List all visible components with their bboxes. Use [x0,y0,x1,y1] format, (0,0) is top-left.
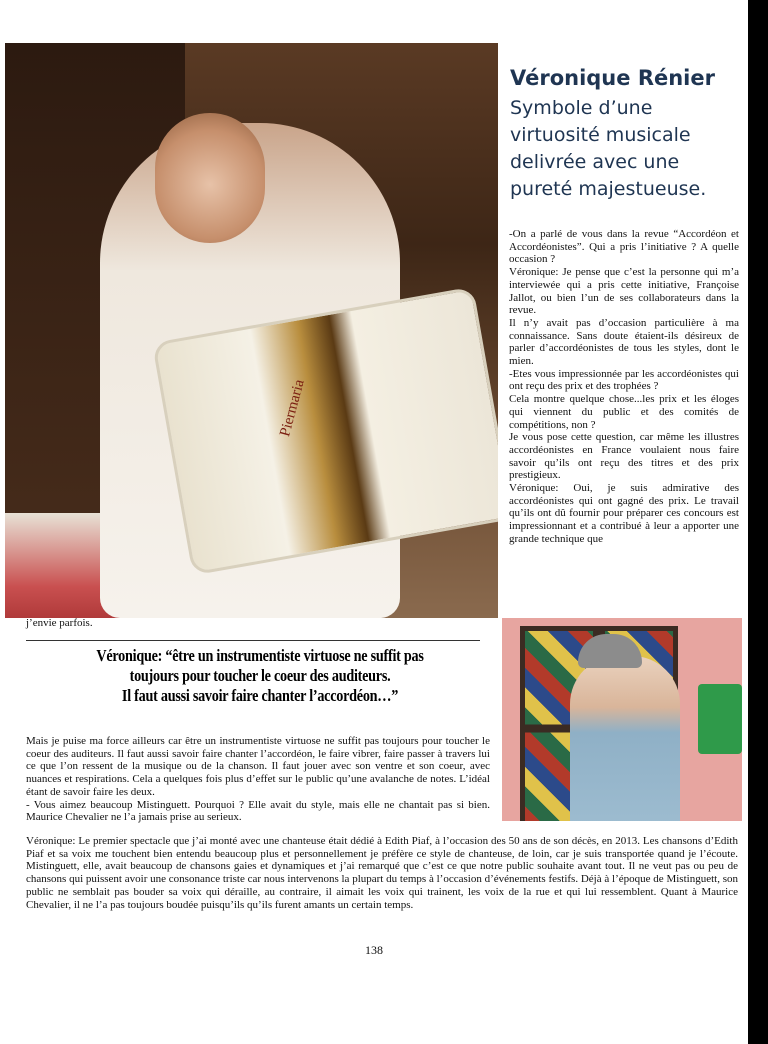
paragraph: Je vous pose cette question, car même les illustres accordéonistes en France voulaient nous faire savoir qu’ils ont reçu des titres et des prix prestigieux. [509,431,739,482]
photo-person-figure [570,656,680,821]
continuation-text: j’envie parfois. [26,617,93,629]
right-column-text [509,228,739,546]
pull-quote [62,646,458,706]
paragraph: - Vous aimez beaucoup Mistinguett. Pourquoi ? Elle avait du style, mais elle ne chantait pas si bien. Maurice Chevalier ne l’a jamais prise au serieux. [26,798,490,824]
photo-green-mailbox [698,684,742,754]
accordion-brand-text: Piermaria [277,377,308,439]
full-width-body-text [26,835,738,911]
paragraph: Véronique: Le premier spectacle que j’ai monté avec une chanteuse était dédié à Edith Piaf, à l’occasion des 50 ans de son décès, en 2013. Les chansons d’Edith Piaf et sa voix me touchent bien entendu beaucoup plus et personnellement je préfère ce style de chanteuse, de loin, car je suis transportée quand je l’écoute. Mistinguett, elle, avait beaucoup de chansons gaies et dynamiques et j’ai remarqué que c’est ce que notre public souhaite avant tout. Il ne veut pas ou peu de chansons qui puissent avoir une consonance triste car nous intervenons la plupart du temps à l’occasion d’événements festifs. Déjà à l’époque de Mistinguett, son public ne semblait pas bouder sa voix qui déraille, au contraire, il aimait les voix qui trainent, les voix de la rue et qui lui ressemblent. Quant à Maurice Chevalier, il ne l’a pas toujours boudée puisqu’ils qu’ils furent amants un certain temps. [26,835,738,911]
paragraph: -Etes vous impressionnée par les accordéonistes qui ont reçu des prix et des trophées ? [509,367,739,393]
portrait-photo [502,618,742,821]
pull-quote-line: Il faut aussi savoir faire chanter l’accordéon…” [121,686,399,705]
pull-quote-line: toujours pour toucher le coeur des auditeurs. [129,666,391,685]
paragraph: Véronique: Oui, je suis admirative des accordéonistes qui ont gagné des prix. Le travail qu’ils ont dû fournir pour préparer ces concours est impressionnant et a contribué à leur a apporter une grande technique que [509,482,739,545]
article-title: Véronique Rénier [510,66,715,90]
paragraph: Il n’y avait pas d’occasion particulière à ma connaissance. Sans doute étaient-ils désireux de parler d’accordéonistes de tous les styles, dont le mien. [509,316,739,368]
left-body-text [26,735,490,824]
paragraph: Véronique: Je pense que c’est la personne qui m’a interviewée qui a pris cette initiative, Françoise Jallot, ou bien l’un de ses collaborateurs dans la revue. [509,266,739,317]
paragraph: Cela montre quelque chose...les prix et les éloges qui viennent du public et des comités de compétitions, non ? [509,393,739,431]
article-subtitle: Symbole d’une virtuosité musicale delivrée avec une pureté majestueuse. [510,97,707,200]
divider-line [26,640,480,641]
accordionist-photo [5,43,498,618]
photo-woman-head [155,113,265,243]
paragraph: -On a parlé de vous dans la revue “Accordéon et Accordéonistes”. Qui a pris l’initiative ? A quelle occasion ? [509,228,739,266]
page-number: 138 [365,943,383,957]
pull-quote-line: Véronique: “être un instrumentiste virtuose ne suffit pas [96,646,424,665]
paragraph: Mais je puise ma force ailleurs car être un instrumentiste virtuose ne suffit pas toujours pour toucher le coeur des auditeurs. Il faut aussi savoir faire chanter l’accordéon, le faire vibrer, faire passer à travers lui ce que l’on ressent de la musique ou de la chanson. Il faut jouer avec son ventre et son coeur, avec nuances et respirations. Cela a quelques fois plus d’effet sur le public qu’une avalanche de notes. L’idéal étant de savoir faire les deux. [26,735,490,798]
